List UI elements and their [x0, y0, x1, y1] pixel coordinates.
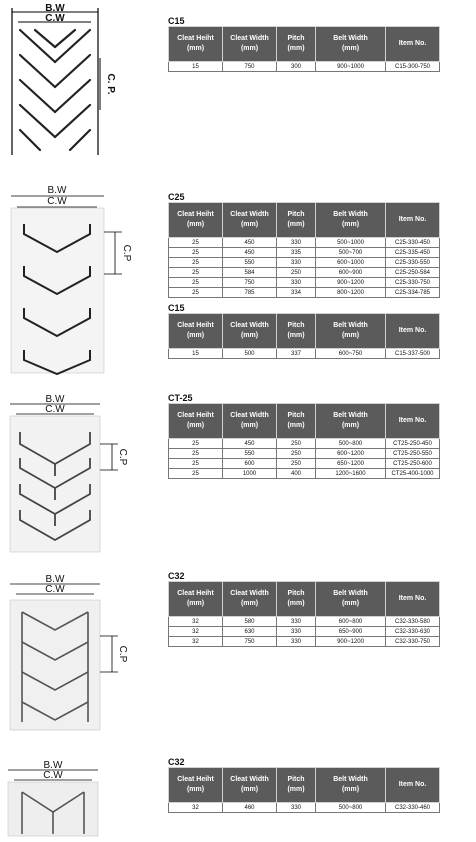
table-row: [169, 449, 440, 459]
diagram-ct25: [0, 392, 160, 554]
diagram-c25: [0, 182, 160, 377]
column-header: Cleat Heiht (mm): [169, 404, 223, 439]
cw-label: C.W: [45, 584, 65, 595]
table-row: [169, 459, 440, 469]
table-header-row: [169, 203, 440, 238]
table-cell: CT25-250-550: [386, 449, 440, 459]
table-cell: 25: [169, 459, 223, 469]
table-cell: 900~1200: [316, 278, 386, 288]
table-cell: 785: [223, 288, 277, 298]
table-header-row: [169, 27, 440, 62]
table-cell: 550: [223, 449, 277, 459]
table-cell: 584: [223, 268, 277, 278]
column-header: Cleat Width (mm): [223, 203, 277, 238]
cw-label: C.W: [45, 404, 65, 415]
table-cell: 337: [277, 349, 316, 359]
table-cell: 330: [277, 278, 316, 288]
table-header-row: [169, 404, 440, 439]
column-header: Item No.: [386, 768, 440, 803]
section-title: C32: [168, 757, 185, 767]
table-cell: 550: [223, 258, 277, 268]
column-header: Item No.: [386, 314, 440, 349]
table-cell: 900~1200: [316, 637, 386, 647]
table-cell: CT25-400-1000: [386, 469, 440, 479]
diagram-c15-herringbone: [0, 0, 160, 160]
bw-label: B.W: [43, 760, 63, 771]
table-cell: 330: [277, 258, 316, 268]
spec-table: [168, 767, 440, 813]
table-cell: 600~1200: [316, 449, 386, 459]
table-cell: 650~900: [316, 627, 386, 637]
table-cell: 330: [277, 617, 316, 627]
section-title: CT-25: [168, 393, 193, 403]
table-cell: 580: [223, 617, 277, 627]
column-header: Cleat Heiht (mm): [169, 203, 223, 238]
table-header-row: [169, 314, 440, 349]
cw-label: C.W: [47, 196, 67, 207]
bw-label: B.W: [45, 574, 65, 585]
table-cell: C25-330-550: [386, 258, 440, 268]
column-header: Cleat Width (mm): [223, 768, 277, 803]
table-cell: 335: [277, 248, 316, 258]
table-row: [169, 469, 440, 479]
table-cell: 600~900: [316, 268, 386, 278]
section-title: C15: [168, 16, 185, 26]
table-cell: 25: [169, 238, 223, 248]
table-row: [169, 268, 440, 278]
table-cell: 500~800: [316, 803, 386, 813]
table-cell: 330: [277, 238, 316, 248]
cp-label: C.P: [121, 244, 132, 262]
table-cell: 250: [277, 459, 316, 469]
table-cell: 1000: [223, 469, 277, 479]
section-title: C32: [168, 571, 185, 581]
cw-label: C.W: [43, 770, 63, 781]
bw-label: B.W: [45, 394, 65, 405]
bw-label: B.W: [47, 185, 67, 196]
table-row: [169, 238, 440, 248]
spec-table: [168, 26, 440, 72]
table-row: [169, 278, 440, 288]
cw-label: C.W: [45, 13, 65, 24]
table-cell: 650~1200: [316, 459, 386, 469]
table-row: [169, 349, 440, 359]
column-header: Item No.: [386, 582, 440, 617]
column-header: Belt Width (mm): [316, 768, 386, 803]
column-header: Cleat Width (mm): [223, 404, 277, 439]
spec-table: [168, 313, 440, 359]
column-header: Pitch (mm): [277, 768, 316, 803]
column-header: Cleat Width (mm): [223, 314, 277, 349]
column-header: Cleat Width (mm): [223, 27, 277, 62]
table-row: [169, 288, 440, 298]
section-title: C25: [168, 192, 185, 202]
table-header-row: [169, 582, 440, 617]
column-header: Belt Width (mm): [316, 314, 386, 349]
table-cell: 600: [223, 459, 277, 469]
table-row: [169, 637, 440, 647]
table-cell: 32: [169, 617, 223, 627]
table-cell: C32-330-460: [386, 803, 440, 813]
column-header: Item No.: [386, 404, 440, 439]
table-cell: 25: [169, 278, 223, 288]
spec-table: [168, 581, 440, 647]
column-header: Item No.: [386, 27, 440, 62]
table-cell: 500~700: [316, 248, 386, 258]
table-cell: 750: [223, 637, 277, 647]
table-cell: 15: [169, 62, 223, 72]
table-cell: 1200~1600: [316, 469, 386, 479]
column-header: Pitch (mm): [277, 582, 316, 617]
table-cell: 25: [169, 288, 223, 298]
column-header: Cleat Heiht (mm): [169, 27, 223, 62]
table-cell: CT25-250-600: [386, 459, 440, 469]
column-header: Belt Width (mm): [316, 582, 386, 617]
column-header: Cleat Heiht (mm): [169, 768, 223, 803]
table-cell: 32: [169, 627, 223, 637]
spec-table: [168, 202, 440, 298]
cp-label: C.P: [117, 448, 128, 466]
table-row: [169, 62, 440, 72]
table-cell: 15: [169, 349, 223, 359]
bw-label: B.W: [45, 3, 65, 14]
table-cell: C32-330-580: [386, 617, 440, 627]
table-cell: C25-330-750: [386, 278, 440, 288]
table-cell: C32-330-630: [386, 627, 440, 637]
column-header: Item No.: [386, 203, 440, 238]
table-cell: C25-335-450: [386, 248, 440, 258]
spec-table: [168, 403, 440, 479]
table-cell: 25: [169, 439, 223, 449]
table-cell: 500~800: [316, 439, 386, 449]
table-row: [169, 617, 440, 627]
table-cell: 450: [223, 248, 277, 258]
table-cell: 400: [277, 469, 316, 479]
table-cell: 900~1000: [316, 62, 386, 72]
cp-label: C. P.: [105, 73, 116, 95]
table-row: [169, 803, 440, 813]
table-cell: 600~750: [316, 349, 386, 359]
table-cell: 32: [169, 803, 223, 813]
table-cell: C25-334-785: [386, 288, 440, 298]
column-header: Pitch (mm): [277, 404, 316, 439]
column-header: Cleat Width (mm): [223, 582, 277, 617]
table-cell: 25: [169, 248, 223, 258]
column-header: Cleat Heiht (mm): [169, 582, 223, 617]
table-cell: 25: [169, 268, 223, 278]
column-header: Pitch (mm): [277, 203, 316, 238]
table-header-row: [169, 768, 440, 803]
section-title: C15: [168, 303, 185, 313]
cp-label: C.P: [117, 645, 128, 663]
table-cell: CT25-250-450: [386, 439, 440, 449]
table-cell: 600~1000: [316, 258, 386, 268]
column-header: Pitch (mm): [277, 27, 316, 62]
table-row: [169, 627, 440, 637]
table-cell: 250: [277, 439, 316, 449]
diagram-c32-small: [0, 758, 160, 838]
table-cell: 750: [223, 62, 277, 72]
table-row: [169, 258, 440, 268]
table-cell: 500: [223, 349, 277, 359]
table-cell: 450: [223, 439, 277, 449]
column-header: Belt Width (mm): [316, 27, 386, 62]
table-cell: 250: [277, 449, 316, 459]
table-row: [169, 439, 440, 449]
herringbone-cleats: [20, 30, 90, 150]
diagram-c32: [0, 572, 160, 732]
table-cell: 334: [277, 288, 316, 298]
table-cell: C25-250-584: [386, 268, 440, 278]
table-cell: 500~1000: [316, 238, 386, 248]
table-cell: 25: [169, 449, 223, 459]
table-cell: C32-330-750: [386, 637, 440, 647]
table-cell: 330: [277, 637, 316, 647]
column-header: Belt Width (mm): [316, 203, 386, 238]
column-header: Cleat Heiht (mm): [169, 314, 223, 349]
table-cell: 630: [223, 627, 277, 637]
table-cell: C15-300-750: [386, 62, 440, 72]
table-cell: 25: [169, 469, 223, 479]
column-header: Pitch (mm): [277, 314, 316, 349]
table-cell: 32: [169, 637, 223, 647]
table-cell: 750: [223, 278, 277, 288]
table-cell: 800~1200: [316, 288, 386, 298]
table-cell: 250: [277, 268, 316, 278]
table-cell: C15-337-500: [386, 349, 440, 359]
table-cell: 600~800: [316, 617, 386, 627]
table-cell: 25: [169, 258, 223, 268]
table-cell: 330: [277, 803, 316, 813]
table-row: [169, 248, 440, 258]
table-cell: 450: [223, 238, 277, 248]
table-cell: 300: [277, 62, 316, 72]
table-cell: 460: [223, 803, 277, 813]
column-header: Belt Width (mm): [316, 404, 386, 439]
table-cell: 330: [277, 627, 316, 637]
table-cell: C25-330-450: [386, 238, 440, 248]
